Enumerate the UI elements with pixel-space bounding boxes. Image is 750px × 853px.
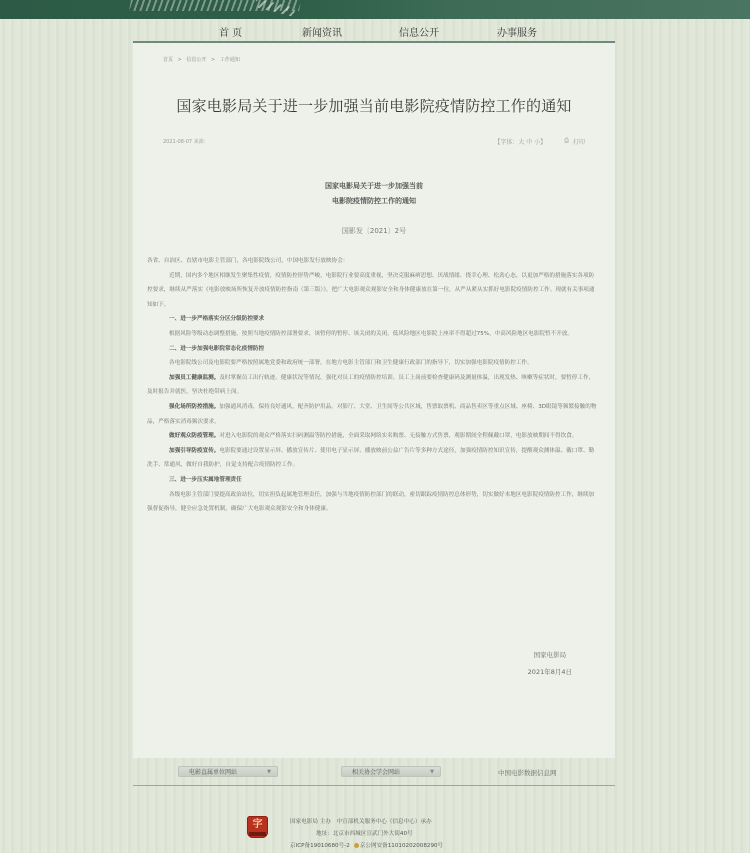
signature-date: 2021年8月4日 [527, 668, 572, 676]
item-text: 及时掌握员工出行轨迹、健康状况等情况，强化对员工的疫情防控培训。员工上岗前要检查健康码及测量体温，出现发热、咳嗽等症状时，要暂停工作，及时报告并就医，坚决杜绝带病上岗。 [147, 374, 595, 396]
addressee: 各省、自治区、直辖市电影主管部门，各电影院线公司，中国电影发行放映协会： [147, 258, 349, 264]
footer-info [290, 816, 443, 852]
paragraph: 各级电影主管部门要提高政治站位，切实担负起属地管理责任，加强与当地疫情防控部门的联动，密切跟踪疫情防控总体形势，切实做好本地区电影院疫情防控工作，继续加强督促指导，健全应急处置机制，确保广大电影观众观影安全和身体健康。 [147, 491, 595, 513]
nav-item-services[interactable]: 办事服务 [497, 28, 537, 39]
breadcrumb-home[interactable]: 首页 [163, 57, 174, 63]
print-icon[interactable]: ⎙ [564, 137, 569, 144]
footer-sponsor: 国家电影局 主办 中宣部机关服务中心（信息中心）承办 [290, 819, 432, 825]
paragraph: 各电影院线公司及电影院要严格按照属地党委和政府统一部署，在地方电影主管部门和卫生健康行政部门的指导下，切实加强电影院疫情防控工作。 [169, 360, 533, 367]
police-record-link[interactable]: 京公网安备11010202008290号 [359, 843, 444, 849]
breadcrumb-separator: > [177, 57, 182, 63]
item-text: 加强通风消毒，保持良好通风，配齐防护用品。对影厅、大堂、卫生间等公共区域，售票取票机、商品售卖区等重点区域、座椅、3D眼镜等频繁接触的物品，严格落实消毒频次要求。 [147, 403, 597, 425]
paragraph [147, 371, 599, 400]
article-meta [163, 138, 209, 145]
chevron-down-icon: ▼ [267, 768, 271, 775]
item-lead: 做好观众防疫管理。 [169, 433, 220, 440]
breadcrumb-info-disclosure[interactable]: 信息公开 [186, 57, 207, 63]
signature [528, 647, 572, 681]
section-heading: 一、进一步严格落实分区分级防控要求 [169, 316, 265, 323]
article-tools [494, 137, 585, 146]
document-heading [133, 179, 615, 209]
item-lead: 加强员工健康监测。 [169, 374, 220, 381]
icp-link[interactable]: 京ICP备19010680号-2 [290, 843, 350, 849]
nav-item-news[interactable]: 新闻资讯 [302, 28, 342, 39]
signature-org: 国家电影局 [533, 651, 567, 659]
nav-item-info-disclosure[interactable]: 信息公开 [399, 28, 439, 39]
breadcrumb-work-notices[interactable]: 工作通知 [219, 57, 240, 63]
dropdown-label: 电影直属单位网站 [189, 769, 238, 776]
paragraph [147, 400, 599, 429]
item-text: 电影院要通过设置显示屏、播放宣传片、使用电子显示屏、播放映前公益广告片等多种方式途径，加强疫情防控知识宣传，提醒观众测体温、戴口罩、勤洗手、常通风，做好自我防护，自觉支持配合疫情防控工作。 [147, 447, 595, 469]
intro-paragraph: 近期，国内多个地区相继发生聚集性疫情，疫情防控形势严峻。电影院行业要高度重视，坚决克服麻痹思想、厌战情绪、侥幸心理、松劲心态，以更加严格的措施落实各项防控要求，继续从严落实《电影放映场所恢复开放疫情防控指南（第三版）》，把广大电影观众观影安全和身体健康放在第一位，从严从紧从实抓好电影院疫情防控工作。现就有关事项通知如下。 [147, 272, 595, 308]
dropdown-label: 相关协会学会网站 [352, 769, 401, 776]
publish-date: 2021-08-07 [163, 139, 193, 145]
footer-address: 地址：北京市西城区宣武门外大街40号 [316, 831, 413, 837]
document-heading-line: 国家电影局关于进一步加强当前 [325, 182, 423, 190]
related-links-bar [133, 758, 615, 786]
paragraph: 根据风险等级动态调整措施，按照当地疫情防控部署要求，该暂停的暂停、该关闭的关闭。低风险地区电影院上座率不得超过75%，中高风险地区电影院暂不开放。 [169, 330, 573, 337]
document-heading-line: 电影院疫情防控工作的通知 [332, 197, 416, 205]
font-size-switcher[interactable]: 【字体：大 中 小】 [494, 139, 547, 146]
item-text: 对进入电影院的观众严格落实扫码测温等防控措施，全面采取网络实名购票、无接触方式售票，观影期间全程佩戴口罩，电影放映期间不得饮食。 [219, 433, 578, 440]
police-badge-icon [354, 843, 359, 848]
chevron-down-icon: ▼ [430, 768, 434, 775]
document-number: 国影发〔2021〕2号 [341, 227, 407, 235]
item-lead: 加强引导防疫宣传。 [169, 447, 220, 454]
nav-item-home[interactable]: 首 页 [219, 28, 243, 39]
paragraph [147, 444, 599, 473]
associations-sites-dropdown[interactable] [341, 766, 441, 777]
item-lead: 强化场所防控措施。 [169, 403, 220, 410]
page-title: 国家电影局关于进一步加强当前电影院疫情防控工作的通知 [176, 97, 572, 115]
source-label: 来源： [193, 139, 209, 145]
logo-glyph: 字 [252, 819, 263, 830]
emblem-logo-icon [247, 816, 268, 838]
logo-band [249, 832, 266, 836]
section-heading: 三、进一步压实属地管理责任 [169, 476, 242, 483]
header-banner [0, 0, 750, 19]
article-container [133, 43, 615, 758]
paragraph [147, 429, 599, 444]
article-body [147, 254, 599, 517]
affiliated-sites-dropdown[interactable] [178, 766, 278, 777]
breadcrumb [163, 56, 243, 63]
print-link[interactable]: 打印 [572, 139, 585, 146]
breadcrumb-separator: > [211, 57, 216, 63]
section-heading: 二、进一步加强电影院常态化疫情防控 [169, 345, 265, 352]
main-nav [133, 19, 615, 43]
film-data-network-link[interactable]: 中国电影数据信息网 [498, 769, 557, 777]
site-footer [0, 790, 750, 853]
footer-registration [290, 840, 443, 852]
